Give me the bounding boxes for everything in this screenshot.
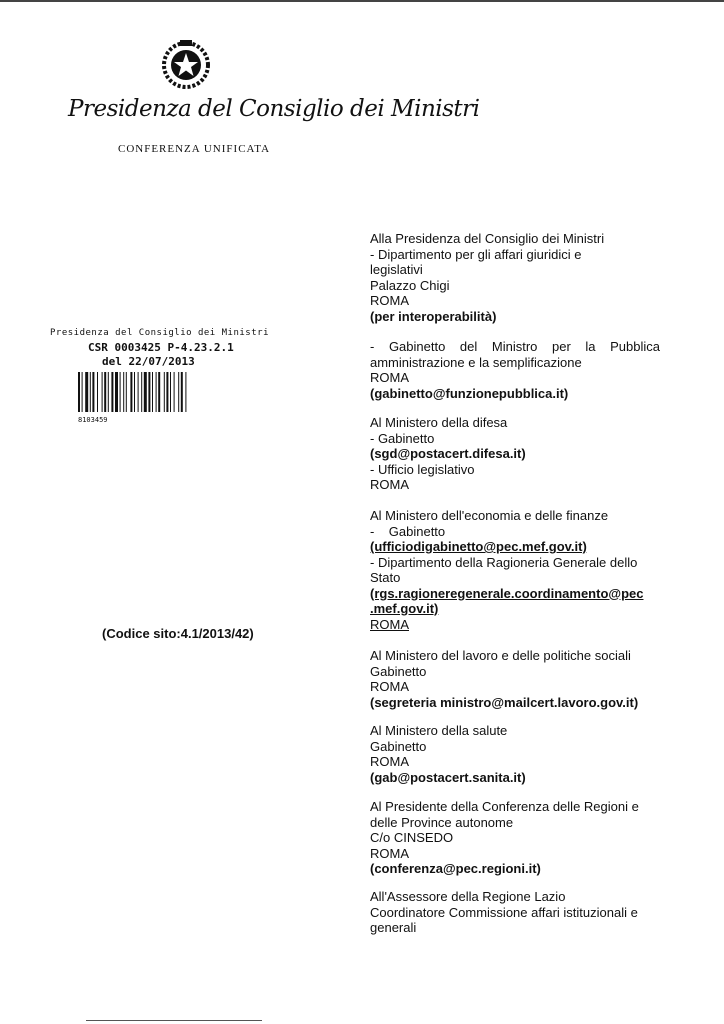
recipient-block-7 (370, 799, 660, 877)
recipient-block-1 (370, 231, 660, 324)
recipient-line: ROMA (370, 293, 409, 308)
site-code: (Codice sito:4.1/2013/42) (102, 626, 254, 641)
recipient-line: ROMA (370, 679, 409, 694)
recipient-block-4 (370, 508, 660, 632)
recipient-line: - Gabinetto (370, 430, 435, 446)
recipient-block-6 (370, 723, 660, 785)
recipient-line: ROMA (370, 370, 409, 385)
recipient-line: - Dipartimento della Ragioneria Generale dello (370, 554, 638, 570)
recipient-line: - Ufficio legislativo (370, 461, 475, 477)
recipient-contact: (per interoperabilità) (370, 308, 497, 324)
recipient-line: amministrazione e la semplificazione (370, 354, 582, 370)
recipient-line: C/o CINSEDO (370, 830, 454, 845)
recipient-line: Gabinetto (370, 738, 427, 754)
bottom-rule (86, 1020, 262, 1021)
recipient-line: Al Presidente della Conferenza delle Regioni e (370, 799, 639, 814)
recipient-line: Gabinetto (370, 663, 427, 679)
recipient-block-2 (370, 339, 660, 401)
recipient-contact: (gabinetto@funzionepubblica.it) (370, 385, 569, 401)
barcode-icon (78, 372, 260, 412)
stamp-line-1: Presidenza del Consiglio dei Ministri (50, 328, 269, 338)
recipient-line: Al Ministero della salute (370, 723, 508, 738)
recipient-line: generali (370, 920, 417, 935)
recipient-line: - Gabinetto (370, 523, 446, 539)
recipient-contact: (conferenza@pec.regioni.it) (370, 861, 541, 876)
top-rule (0, 0, 724, 2)
recipient-line: ROMA (370, 754, 409, 769)
recipient-line: delle Province autonome (370, 814, 514, 830)
recipient-line: Coordinatore Commissione affari istituzionali e (370, 904, 638, 920)
recipient-line: Alla Presidenza del Consiglio dei Ministri (370, 231, 605, 246)
institution-title: Presidenza del Consiglio dei Ministri (68, 96, 480, 122)
recipient-line: ROMA (370, 845, 409, 861)
recipient-line: - Gabinetto del Ministro per la Pubblica (370, 339, 660, 354)
italian-emblem-icon (160, 38, 212, 90)
barcode-number: 8103459 (78, 416, 108, 424)
stamp-line-3: del 22/07/2013 (102, 355, 195, 368)
recipient-line: Al Ministero dell'economia e delle finanze (370, 508, 609, 523)
recipient-line: Palazzo Chigi (370, 277, 450, 293)
recipient-block-5 (370, 648, 660, 710)
recipient-line: Al Ministero del lavoro e delle politiche sociali (370, 648, 631, 663)
department-name: CONFERENZA UNIFICATA (118, 143, 271, 155)
recipient-line: - Dipartimento per gli affari giuridici e (370, 246, 582, 262)
recipient-line: All'Assessore della Regione Lazio (370, 889, 566, 904)
recipient-line: legislativi (370, 262, 423, 277)
recipient-contact-link[interactable]: (ufficiodigabinetto@pec.mef.gov.it) (370, 539, 587, 554)
recipient-line: Stato (370, 570, 401, 585)
protocol-stamp (50, 328, 269, 368)
recipient-block-3 (370, 415, 660, 493)
stamp-line-2: CSR 0003425 P-4.23.2.1 (88, 341, 234, 354)
recipient-contact: (sgd@postacert.difesa.it) (370, 446, 526, 461)
recipient-block-8 (370, 889, 660, 936)
recipient-contact: (segreteria ministro@mailcert.lavoro.gov.it) (370, 694, 639, 710)
recipient-line: ROMA (370, 477, 409, 492)
recipient-line: ROMA (370, 616, 409, 632)
recipient-contact: (gab@postacert.sanita.it) (370, 769, 526, 785)
recipient-contact-link[interactable]: (rgs.ragioneregenerale.coordinamento@pec (370, 585, 644, 601)
recipient-contact-link[interactable]: .mef.gov.it) (370, 601, 439, 616)
recipient-line: Al Ministero della difesa (370, 415, 508, 430)
